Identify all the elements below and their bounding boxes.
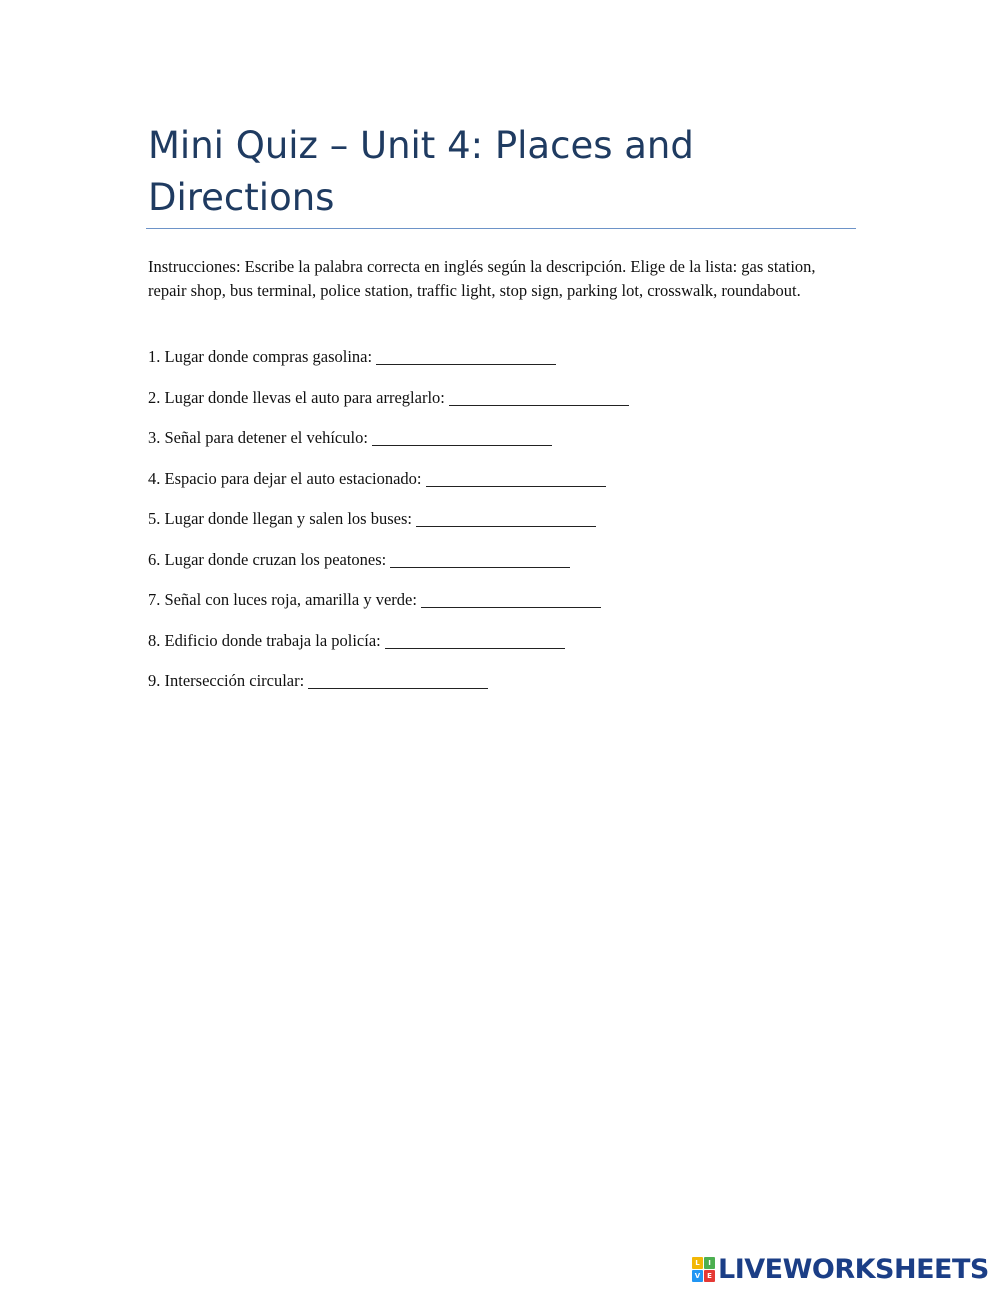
question-text: 4. Espacio para dejar el auto estacionado: — [148, 468, 422, 488]
question-list — [148, 343, 848, 708]
answer-blank[interactable] — [421, 589, 601, 608]
answer-blank[interactable] — [449, 387, 629, 406]
question-text: 9. Intersección circular: — [148, 671, 305, 690]
answer-blank[interactable] — [426, 468, 606, 487]
logo-tile: E — [704, 1270, 715, 1282]
logo-tile: I — [704, 1257, 715, 1269]
logo-tile: V — [692, 1270, 703, 1282]
question-item — [148, 586, 848, 627]
answer-blank[interactable] — [308, 670, 488, 689]
brand-name: LIVEWORKSHEETS — [718, 1253, 989, 1285]
question-item — [148, 384, 848, 425]
question-text: 6. Lugar donde cruzan los peatones: — [148, 549, 387, 569]
liveworksheets-logo-icon — [692, 1257, 714, 1281]
question-item — [148, 627, 848, 668]
question-text: 7. Señal con luces roja, amarilla y verde: — [148, 590, 417, 609]
question-item — [148, 465, 848, 506]
answer-blank[interactable] — [372, 427, 552, 446]
question-item — [148, 424, 848, 465]
question-text: 5. Lugar donde llegan y salen los buses: — [148, 509, 412, 528]
answer-blank[interactable] — [390, 549, 570, 568]
question-item — [148, 343, 848, 384]
question-text: 3. Señal para detener el vehículo: — [148, 428, 368, 447]
answer-blank[interactable] — [376, 346, 556, 365]
question-text: 8. Edificio donde trabaja la policía: — [148, 630, 381, 650]
question-text: 2. Lugar donde llevas el auto para arreglarlo: — [148, 387, 445, 407]
answer-blank[interactable] — [385, 630, 565, 649]
question-item — [148, 505, 848, 546]
liveworksheets-brand[interactable] — [692, 1254, 992, 1284]
question-text: 1. Lugar donde compras gasolina: — [148, 347, 373, 366]
question-item — [148, 546, 848, 587]
title-underline — [146, 228, 856, 229]
question-item — [148, 667, 848, 708]
instructions-text: Instrucciones: Escribe la palabra correcta en inglés según la descripción. Elige de la lista: gas station, repair shop, bus terminal, police station, traffic light, stop sign, parking lot, crosswalk, roundabout. — [148, 257, 816, 300]
page-title: Mini Quiz – Unit 4: Places and Directions — [148, 124, 694, 219]
logo-tile: L — [692, 1257, 703, 1269]
answer-blank[interactable] — [416, 508, 596, 527]
